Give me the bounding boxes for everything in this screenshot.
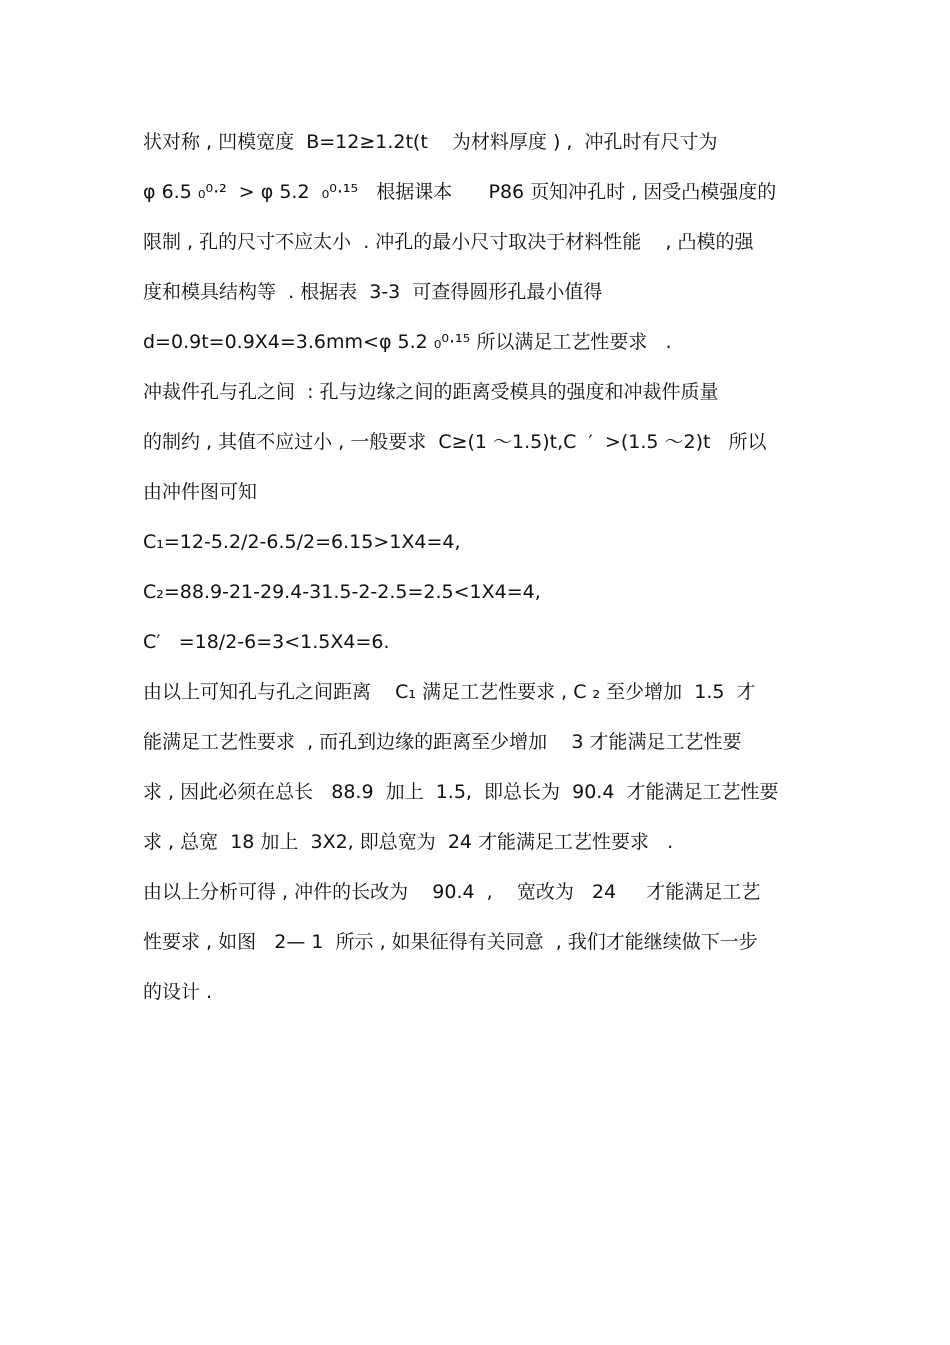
- text-line: C₁=12-5.2/2-6.5/2=6.15>1X4=4,: [143, 531, 461, 553]
- text-line: 能满足工艺性要求 , 而孔到边缘的距离至少增加 3 才能满足工艺性要: [143, 731, 742, 753]
- text-line: C₂=88.9-21-29.4-31.5-2-2.5=2.5<1X4=4,: [143, 581, 541, 603]
- text-line: 由以上分析可得 , 冲件的长改为 90.4 , 宽改为 24 才能满足工艺: [143, 881, 761, 903]
- text-line: 求 , 因此必须在总长 88.9 加上 1.5, 即总长为 90.4 才能满足工艺性要: [143, 781, 779, 803]
- text-line: 状对称 , 凹模宽度 B=12≥1.2t(t 为材料厚度 ) , 冲孔时有尺寸为: [143, 131, 718, 153]
- text-line: 求 , 总宽 18 加上 3X2, 即总宽为 24 才能满足工艺性要求 .: [143, 831, 674, 853]
- text-line: 度和模具结构等 . 根据表 3-3 可查得圆形孔最小值得: [143, 281, 603, 303]
- text-line: 冲裁件孔与孔之间 : 孔与边缘之间的距离受模具的强度和冲裁件质量: [143, 381, 719, 403]
- text-line: 限制 , 孔的尺寸不应太小 . 冲孔的最小尺寸取决于材料性能 , 凸模的强: [143, 231, 754, 253]
- text-line: 的制约 , 其值不应过小 , 一般要求 C≥(1 ～1.5)t,C ′ >(1.5 ～2)t 所以: [143, 431, 767, 453]
- text-line: 的设计 .: [143, 981, 213, 1003]
- text-line: 由冲件图可知: [143, 481, 258, 503]
- text-line: φ 6.5 ₀⁰·² > φ 5.2 ₀⁰·¹⁵ 根据课本 P86 页知冲孔时 , 因受凸模强度的: [143, 181, 777, 203]
- text-line: 由以上可知孔与孔之间距离 C₁ 满足工艺性要求 , C ₂ 至少增加 1.5 才: [143, 681, 756, 703]
- text-line: 性要求 , 如图 2— 1 所示 , 如果征得有关同意 , 我们才能继续做下一步: [143, 931, 758, 953]
- text-line: d=0.9t=0.9X4=3.6mm<φ 5.2 ₀⁰·¹⁵ 所以满足工艺性要求 .: [143, 331, 672, 353]
- text-line: C′ =18/2-6=3<1.5X4=6.: [143, 631, 390, 653]
- body-text: [143, 122, 823, 1022]
